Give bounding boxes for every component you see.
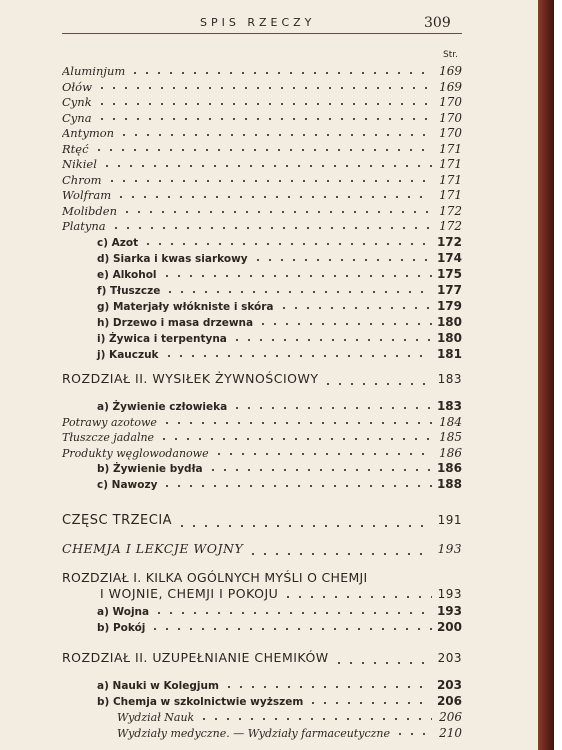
toc-entry	[62, 251, 462, 267]
toc-entry-page: 193	[437, 542, 462, 556]
dot-leader	[176, 523, 432, 529]
toc-entry-page: 171	[439, 141, 462, 156]
toc-entry-title: g) Materjały włókniste i skóra	[97, 300, 274, 313]
dot-leader	[153, 610, 432, 616]
toc-chapter-heading	[62, 569, 462, 586]
dot-leader	[149, 626, 432, 632]
toc-entry	[62, 371, 462, 391]
dot-leader	[322, 381, 432, 387]
spacer	[62, 636, 462, 650]
toc-entry-title: e) Alkohol	[97, 268, 157, 281]
toc-entry	[62, 157, 462, 173]
toc-entry	[62, 267, 462, 283]
toc-entry	[62, 477, 462, 493]
toc-entry-page: 186	[436, 461, 462, 475]
toc-entry-page: 185	[439, 430, 462, 444]
spacer	[62, 561, 462, 569]
toc-entry-title: f) Tłuszcze	[97, 284, 161, 297]
toc-entry-title: Potrawy azotowe	[62, 415, 157, 429]
spacer	[62, 670, 462, 678]
toc-entry-title: ROZDZIAŁ II. UZUPEŁNIANIE CHEMIKÓW	[62, 650, 329, 665]
dot-leader	[307, 700, 432, 706]
dot-leader	[161, 483, 432, 489]
toc-entry	[62, 347, 462, 363]
toc-entry	[62, 710, 462, 726]
toc-entry-title: ROZDZIAŁ I. KILKA OGÓLNYCH MYŚLI O CHEMJI	[62, 570, 368, 585]
toc-entry-title: b) Pokój	[97, 622, 146, 634]
toc-entry-title: Antymon	[62, 126, 115, 140]
toc-entry	[62, 283, 462, 299]
background-margin	[554, 0, 562, 750]
toc-entry-page: 193	[436, 604, 462, 618]
toc-entry	[62, 142, 462, 158]
spacer	[62, 493, 462, 513]
toc-entry	[62, 64, 462, 80]
page-column-label: Str.	[443, 50, 458, 60]
toc-entry	[62, 678, 462, 694]
toc-entry-title: I WOJNIE, CHEMJI I POKOJU	[100, 586, 279, 601]
toc-entry-page: 171	[439, 172, 462, 187]
dot-leader	[198, 716, 432, 722]
toc-entry-title: CZĘŚĆ TRZECIA	[62, 513, 173, 528]
toc-entry-page: 184	[439, 414, 462, 429]
toc-entry	[62, 726, 462, 742]
toc-entry-page: 177	[436, 282, 462, 297]
dot-leader	[106, 178, 432, 184]
toc-entry-page: 172	[439, 219, 462, 233]
dot-leader	[394, 731, 432, 737]
toc-entry-page: 180	[436, 314, 462, 329]
book-cover-edge	[538, 0, 554, 750]
dot-leader	[164, 289, 432, 295]
toc-entry-page: 170	[439, 126, 462, 140]
toc-entry-title: Cynk	[62, 95, 92, 109]
toc-entry-page: 169	[439, 64, 462, 78]
dot-leader	[110, 225, 432, 231]
toc-entry-title: Molibden	[62, 203, 117, 218]
toc-entry-page: 183	[437, 371, 462, 386]
dot-leader	[93, 147, 432, 153]
toc-entry-page: 171	[439, 188, 462, 202]
toc-entry	[62, 604, 462, 620]
dot-leader	[278, 305, 432, 311]
toc-entry	[62, 299, 462, 315]
toc-entry-title: a) Żywienie człowieka	[97, 400, 228, 413]
dot-leader	[96, 101, 432, 107]
toc-entry	[62, 111, 462, 127]
dot-leader	[115, 194, 432, 200]
dot-leader	[158, 436, 432, 442]
spacer	[62, 533, 462, 541]
toc-entry	[62, 173, 462, 189]
spacer	[62, 391, 462, 399]
toc-entry	[62, 235, 462, 251]
dot-leader	[121, 209, 432, 215]
toc-entry-title: i) Żywica i terpentyna	[97, 332, 227, 345]
header-rule	[62, 33, 462, 34]
toc-entry-page: 181	[436, 346, 462, 361]
toc-entry-title: CHEMJA I LEKCJE WOJNY	[62, 541, 244, 556]
toc-entry-title: b) Chemja w szkolnictwie wyższem	[97, 696, 304, 708]
dot-leader	[207, 467, 432, 473]
toc-entry-page: 210	[439, 725, 462, 740]
toc-entry-page: 169	[439, 79, 462, 94]
toc-entry-title: Chrom	[62, 172, 102, 187]
dot-leader	[247, 551, 432, 557]
toc-entry-page: 191	[437, 513, 462, 527]
toc-entry-page: 179	[436, 298, 462, 313]
toc-entry	[62, 430, 462, 446]
toc-entry-page: 206	[436, 694, 462, 708]
toc-entry	[62, 541, 462, 561]
dot-leader	[223, 684, 432, 690]
toc-entry	[62, 446, 462, 462]
toc-entry	[62, 188, 462, 204]
toc-entry	[62, 80, 462, 96]
toc-entry	[62, 694, 462, 710]
dot-leader	[257, 321, 432, 327]
toc-entry-title: a) Nauki w Kolegjum	[97, 680, 219, 692]
toc-entry-page: 206	[439, 710, 462, 724]
toc-entry	[62, 461, 462, 477]
dot-leader	[282, 594, 432, 600]
toc-entry-title: Cyna	[62, 110, 92, 125]
toc-entry-title: j) Kauczuk	[97, 348, 159, 361]
dot-leader	[129, 70, 432, 76]
toc-entry	[62, 586, 462, 604]
dot-leader	[96, 116, 432, 122]
dot-leader	[231, 405, 432, 411]
toc-entry-title: d) Siarka i kwas siarkowy	[97, 252, 248, 265]
toc-entry-page: 172	[436, 234, 462, 249]
dot-leader	[142, 241, 432, 247]
toc-entry	[62, 415, 462, 431]
toc-entry	[62, 95, 462, 111]
toc-entry	[62, 620, 462, 636]
toc-entry-title: ROZDZIAŁ II. WYSIŁEK ŻYWNOŚCIOWY	[62, 370, 319, 386]
toc-entry	[62, 399, 462, 415]
toc-entry-page: 174	[436, 250, 462, 265]
toc-entry	[62, 331, 462, 347]
toc-entry-page: 203	[437, 651, 462, 665]
toc-entry-title: Produkty węglowodanowe	[62, 446, 209, 460]
toc-entry-page: 172	[439, 203, 462, 218]
toc-entry-title: c) Nawozy	[97, 479, 158, 491]
toc-entry-page: 203	[436, 678, 462, 692]
toc-entry-title: Wydziały medyczne. — Wydziały farmaceutyczne	[117, 726, 390, 740]
dot-leader	[101, 163, 432, 169]
toc-entry-title: Platyna	[62, 219, 106, 233]
toc-entry-page: 180	[436, 330, 462, 345]
toc-entry-title: Rtęć	[62, 141, 89, 156]
toc-entry-page: 193	[437, 587, 462, 601]
spacer	[62, 363, 462, 371]
toc-entry-title: h) Drzewo i masa drzewna	[97, 316, 254, 329]
toc-entry	[62, 315, 462, 331]
toc-entry-page: 171	[439, 157, 462, 171]
toc-entry-title: b) Żywienie bydła	[97, 463, 203, 475]
dot-leader	[333, 660, 432, 666]
toc-entry-title: c) Azot	[97, 236, 139, 249]
toc-entry-title: Nikiel	[62, 157, 97, 171]
toc-entry-title: Wydział Nauk	[117, 711, 195, 724]
dot-leader	[96, 85, 432, 91]
dot-leader	[252, 257, 432, 263]
toc-entry-page: 170	[439, 95, 462, 109]
toc-entry	[62, 513, 462, 533]
table-of-contents	[62, 64, 462, 741]
toc-entry-page: 170	[439, 110, 462, 125]
toc-entry	[62, 126, 462, 142]
dot-leader	[118, 132, 432, 138]
toc-entry-title: Wolfram	[62, 188, 112, 202]
toc-entry-page: 175	[436, 266, 462, 281]
toc-entry	[62, 650, 462, 670]
dot-leader	[161, 420, 432, 426]
toc-entry-page: 186	[439, 445, 462, 460]
toc-entry-title: Tłuszcze jadalne	[62, 431, 155, 444]
dot-leader	[161, 273, 432, 279]
toc-entry-page: 183	[436, 398, 462, 413]
toc-entry-page: 188	[436, 477, 462, 491]
dot-leader	[231, 337, 432, 343]
toc-entry-title: a) Wojna	[97, 606, 150, 618]
dot-leader	[213, 451, 432, 457]
toc-entry	[62, 219, 462, 235]
toc-entry-page: 200	[436, 620, 462, 634]
running-header-title: SPIS RZECZY	[200, 16, 316, 29]
page-number: 309	[424, 15, 451, 31]
toc-entry-title: Aluminjum	[62, 64, 126, 78]
toc-entry-title: Ołów	[62, 79, 92, 94]
dot-leader	[163, 353, 432, 359]
toc-entry	[62, 204, 462, 220]
